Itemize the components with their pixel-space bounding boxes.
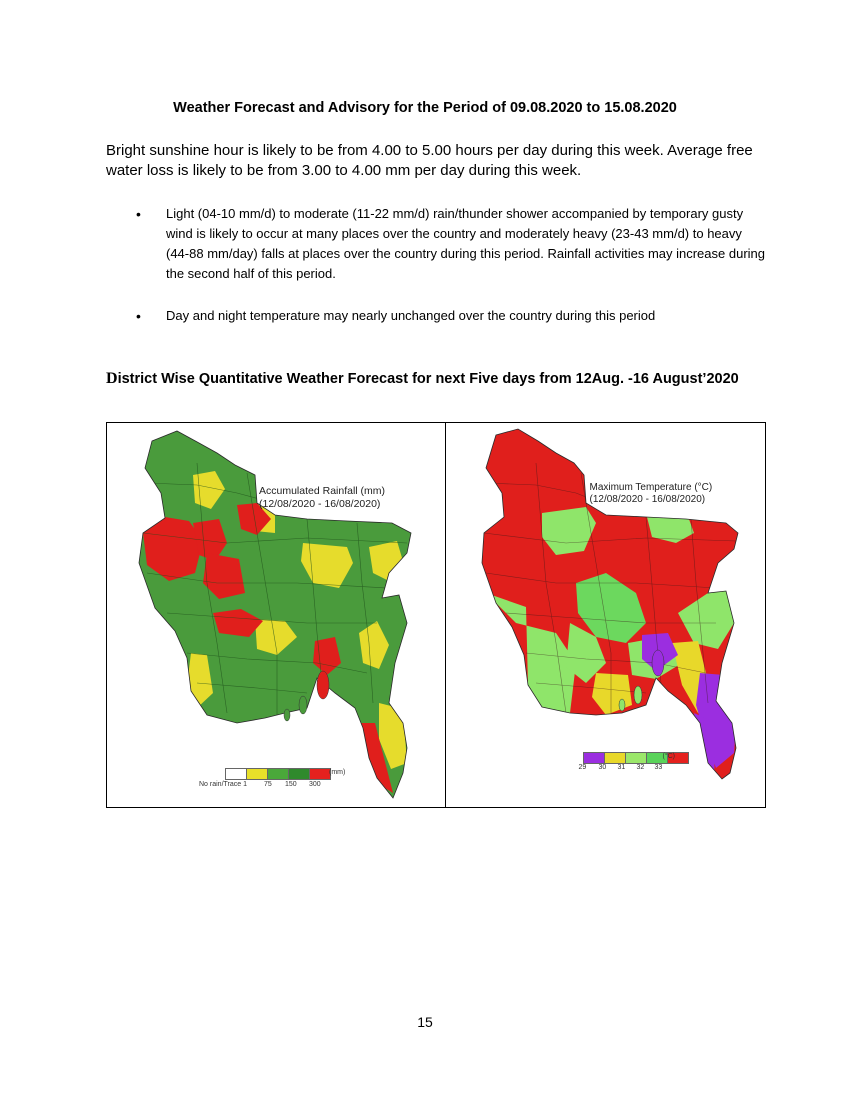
legend-swatch [625, 752, 647, 764]
rainfall-map-title: Accumulated Rainfall (mm) [259, 485, 386, 497]
legend-swatch [583, 752, 605, 764]
list-item: • Day and night temperature may nearly unchanged over the country during this period [106, 306, 766, 326]
legend-swatch [288, 768, 310, 780]
rainfall-legend-label: 300 [309, 781, 321, 788]
legend-swatch [246, 768, 268, 780]
page-number: 15 [417, 1014, 433, 1030]
rainfall-legend-label: No rain/Trace 1 [199, 781, 247, 788]
page-heading: Weather Forecast and Advisory for the Period of 09.08.2020 to 15.08.2020 [173, 100, 677, 116]
section-heading-initial: D [106, 370, 118, 387]
rainfall-legend-label: 75 [264, 781, 272, 788]
rainfall-map-period: (12/08/2020 - 16/08/2020) [259, 498, 381, 510]
rainfall-legend-unit: (mm) [329, 769, 346, 776]
temperature-legend-label: 31 [617, 764, 626, 771]
temperature-legend-label: 32 [636, 764, 645, 771]
list-item: • Light (04-10 mm/d) to moderate (11-22 mm/d) rain/thunder shower accompanied by temporary gusty wind is likely to occur at many places over the country and moderately heavy (23-43 mm/d) to heavy (44-88 mm/day) falls at places over the country during this period. Rainfall activities may increase during the second half of this period. [106, 204, 766, 284]
temperature-legend-label: 30 [598, 764, 607, 771]
temperature-legend-unit: (°C) [662, 753, 676, 760]
rainfall-map [107, 423, 446, 807]
legend-swatch [309, 768, 331, 780]
section-heading [106, 370, 786, 388]
temperature-legend-label: 29 [578, 764, 587, 771]
legend-swatch [225, 768, 247, 780]
advisory-list [106, 204, 766, 348]
forecast-maps-table [106, 422, 766, 808]
temperature-map-title: Maximum Temperature (°C) [589, 482, 713, 493]
rainfall-map-panel [107, 423, 445, 807]
rainfall-legend-label: 150 [285, 781, 297, 788]
temperature-map-period: (12/08/2020 - 16/08/2020) [589, 494, 706, 505]
intro-paragraph: Bright sunshine hour is likely to be from 4.00 to 5.00 hours per day during this week. Average free water loss is likely to be from 3.00 to 4.00 mm per day during this week. [106, 142, 753, 179]
legend-swatch [267, 768, 289, 780]
temperature-map-panel [445, 423, 765, 807]
section-heading-text: istrict Wise Quantitative Weather Forecast for next Five days from 12Aug. -16 August’2020 [117, 371, 739, 387]
temperature-legend-label: 33 [654, 764, 663, 771]
legend-swatch [604, 752, 626, 764]
rainfall-legend [225, 768, 330, 780]
temperature-map [446, 423, 765, 807]
